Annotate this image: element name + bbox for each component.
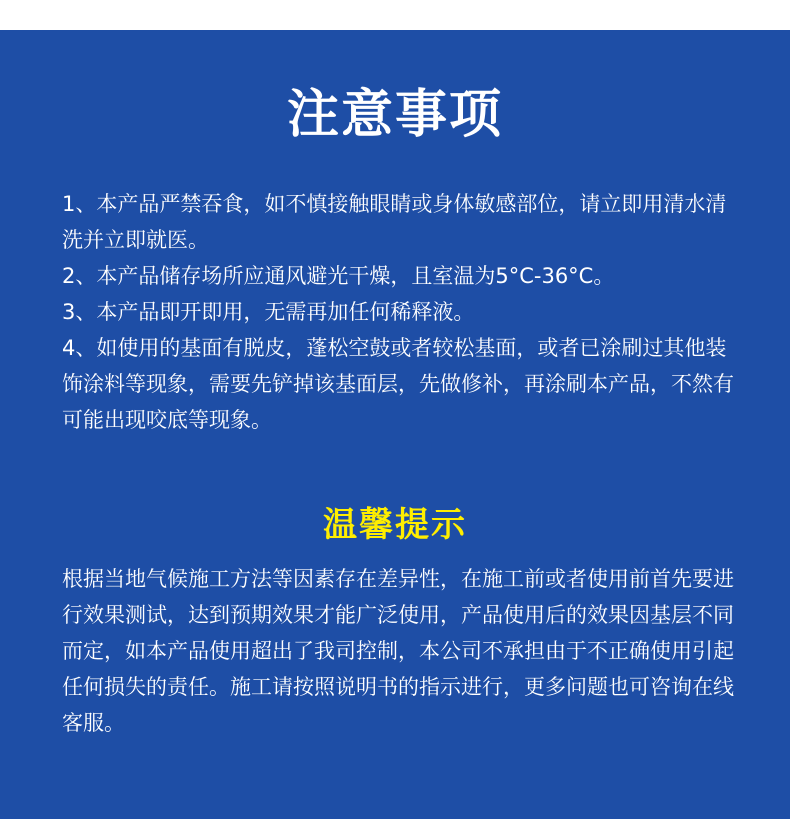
- notice-title: 注意事项: [286, 85, 503, 145]
- tips-title: 温馨提示: [323, 505, 467, 545]
- tips-body: 根据当地气候施工方法等因素存在差异性，在施工前或者使用前首先要进行效果测试，达到预期效果才能广泛使用，产品使用后的效果因基层不同而定，如本产品使用超出了我司控制，本公司不承担由于不正确使用引起任何损失的责任。施工请按照说明书的指示进行，更多问题也可咨询在线客服。: [62, 567, 734, 735]
- notice-item-4: 4、如使用的基面有脱皮，蓬松空鼓或者较松基面，或者已涂刷过其他装饰涂料等现象，需要先铲掉该基面层，先做修补，再涂刷本产品，不然有可能出现咬底等现象。: [62, 336, 734, 432]
- notice-list: [62, 186, 734, 438]
- notice-item-2: 2、本产品储存场所应通风避光干燥，且室温为5°C-36°C。: [62, 264, 615, 288]
- notice-item-3: 3、本产品即开即用，无需再加任何稀释液。: [62, 300, 475, 324]
- notice-item-1: 1、本产品严禁吞食，如不慎接触眼睛或身体敏感部位，请立即用清水清洗并立即就医。: [62, 192, 727, 252]
